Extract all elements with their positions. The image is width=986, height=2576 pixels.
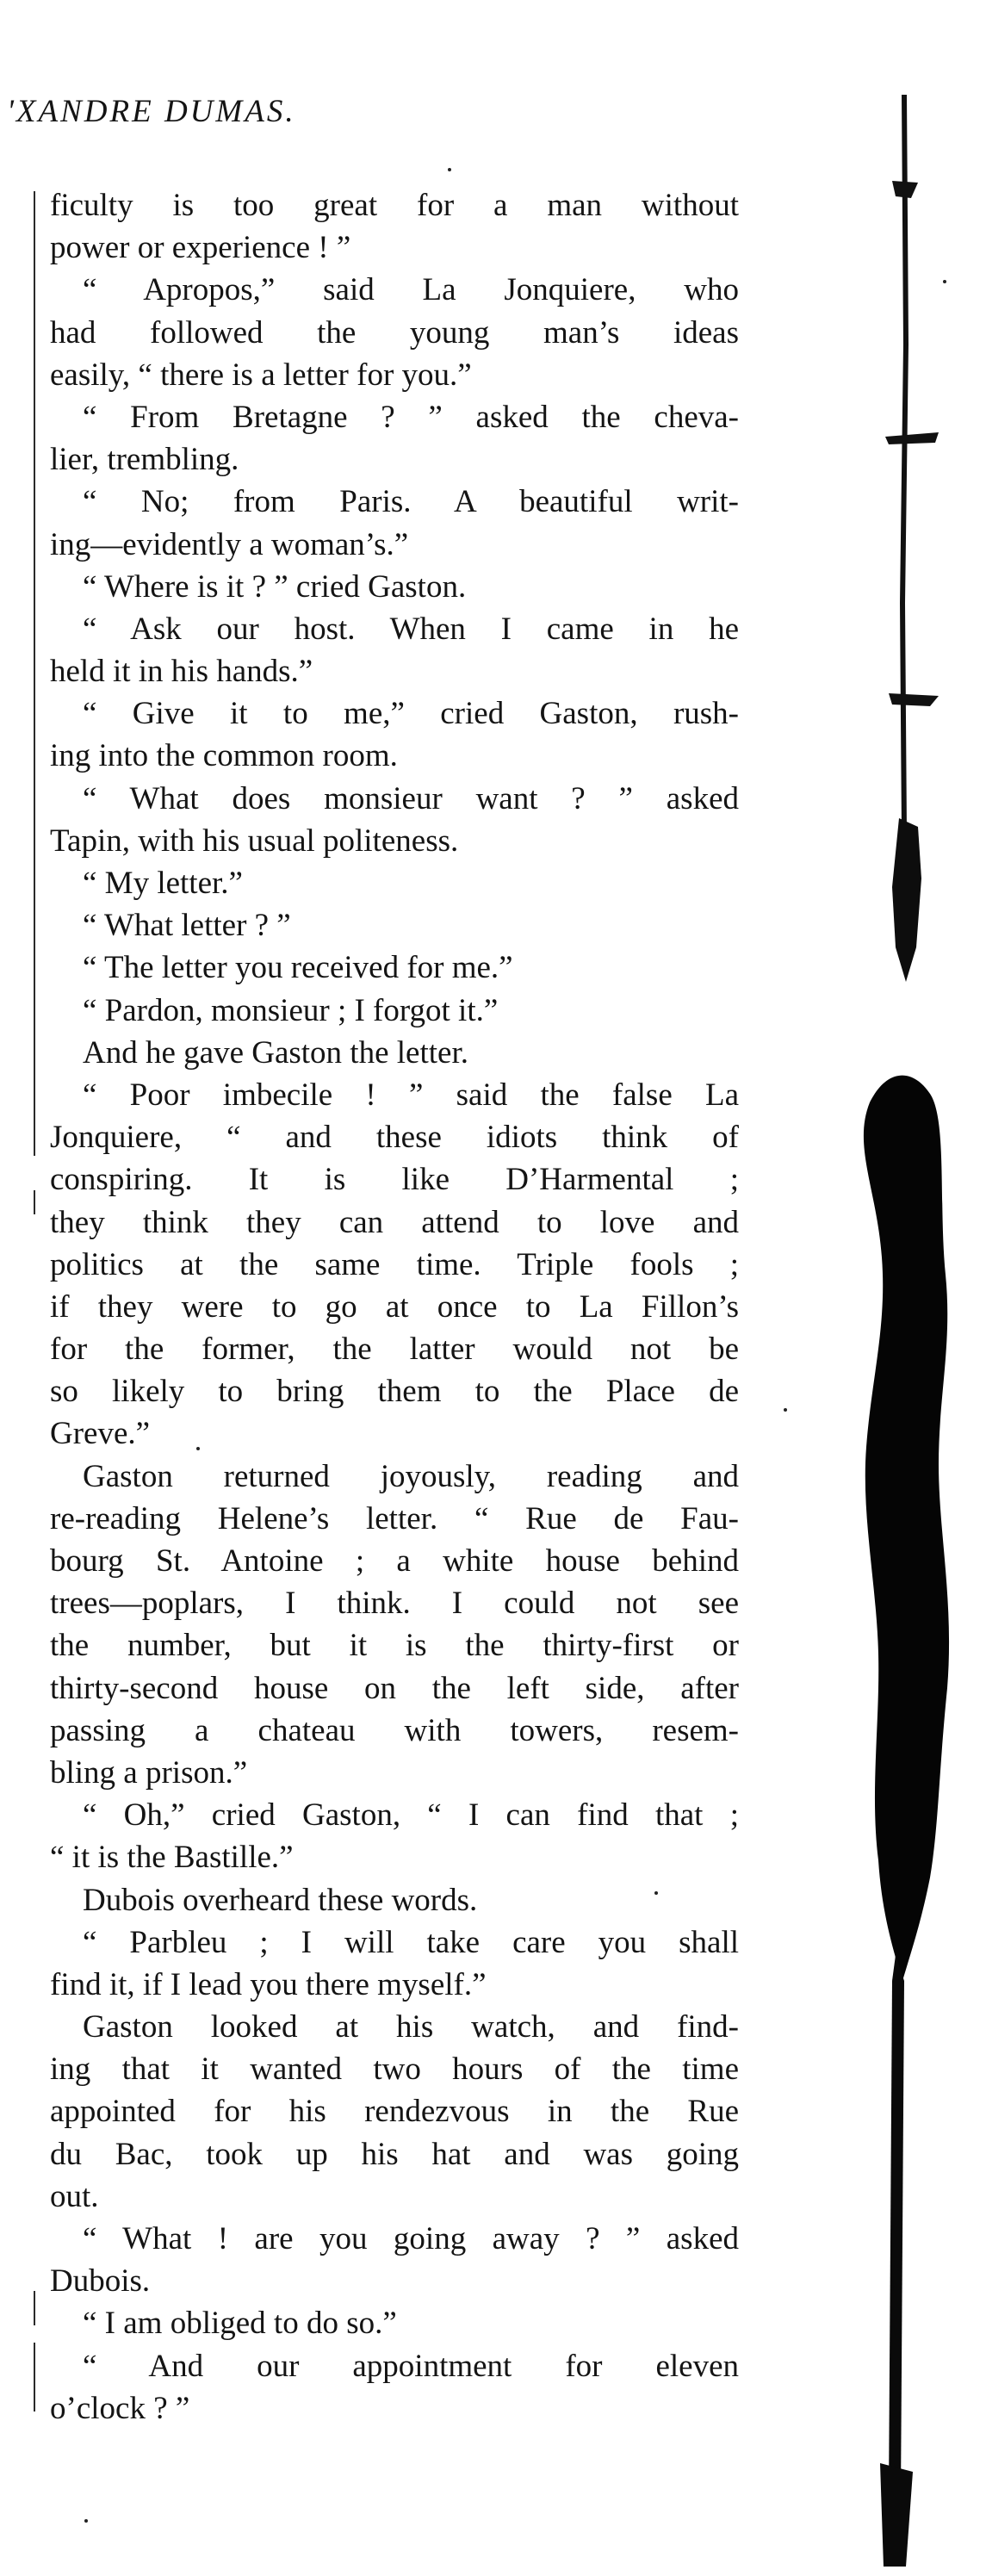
- text-line: “ Ask our host. When I came in he: [83, 611, 739, 647]
- text-line: ficulty is too great for a man without: [50, 188, 739, 223]
- text-line: “ No; from Paris. A beautiful writ-: [83, 484, 739, 520]
- running-head: 'XANDRE DUMAS.: [7, 94, 296, 129]
- text-line: re-reading Helene’s letter. “ Rue de Fau-: [50, 1500, 739, 1536]
- text-line: passing a chateau with towers, resem-: [50, 1712, 739, 1748]
- text-line: thirty-second house on the left side, after: [50, 1670, 739, 1706]
- text-line: “ What ! are you going away ? ” asked: [83, 2221, 739, 2256]
- text-line: trees—poplars, I think. I could not see: [50, 1586, 739, 1622]
- text-line: Jonquiere, “ and these idiots think of: [50, 1120, 739, 1156]
- text-line: find it, if I lead you there myself.”: [50, 1966, 487, 2002]
- text-line: so likely to bring them to the Place de: [50, 1374, 739, 1410]
- margin-rule: [34, 2343, 35, 2412]
- text-line: conspiring. It is like D’Harmental ;: [50, 1162, 739, 1198]
- text-line: Dubois overheard these words.: [83, 1882, 478, 1918]
- text-line: “ From Bretagne ? ” asked the cheva-: [83, 399, 739, 435]
- text-line: “ What does monsieur want ? ” asked: [83, 780, 739, 816]
- text-line: Tapin, with his usual politeness.: [50, 822, 459, 859]
- text-line: “ I am obliged to do so.”: [83, 2306, 397, 2342]
- text-line: if they were to go at once to La Fillon’s: [50, 1288, 739, 1325]
- text-line: bling a prison.”: [50, 1754, 248, 1791]
- text-line: “ Where is it ? ” cried Gaston.: [83, 568, 467, 605]
- text-line: the number, but it is the thirty-first or: [50, 1628, 739, 1664]
- text-line: “ The letter you received for me.”: [83, 950, 513, 986]
- text-line: “ Give it to me,” cried Gaston, rush-: [83, 696, 739, 732]
- text-line: lier, trembling.: [50, 442, 239, 478]
- margin-rule: [34, 1111, 35, 1152]
- text-line: had followed the young man’s ideas: [50, 314, 739, 351]
- text-line: appointed for his rendezvous in the Rue: [50, 2094, 739, 2130]
- margin-rule: [34, 191, 35, 1156]
- text-line: “ Parbleu ; I will take care you shall: [83, 1924, 739, 1960]
- text-line: “ Apropos,” said La Jonquiere, who: [83, 272, 739, 308]
- scan-speck: [448, 168, 451, 171]
- text-line: easily, “ there is a letter for you.”: [50, 357, 472, 393]
- text-column: [50, 184, 739, 2430]
- text-line: “ Poor imbecile ! ” said the false La: [83, 1077, 739, 1113]
- text-line: power or experience ! ”: [50, 230, 351, 266]
- text-line: And he gave Gaston the letter.: [83, 1034, 468, 1071]
- text-line: “ My letter.”: [83, 866, 243, 901]
- margin-rule: [34, 2291, 35, 2325]
- text-line: “ What letter ? ”: [83, 908, 291, 944]
- margin-rule: [34, 1190, 35, 1214]
- text-line: bourg St. Antoine ; a white house behind: [50, 1543, 739, 1579]
- text-line: “ Pardon, monsieur ; I forgot it.”: [83, 992, 499, 1028]
- text-line: “ And our appointment for eleven: [83, 2348, 739, 2384]
- text-line: Greve.”: [50, 1416, 151, 1452]
- scan-speck: [84, 2519, 88, 2523]
- text-line: politics at the same time. Triple fools ;: [50, 1246, 739, 1282]
- text-line: held it in his hands.”: [50, 654, 313, 690]
- text-line: Dubois.: [50, 2263, 151, 2300]
- text-line: Gaston looked at his watch, and find-: [83, 2009, 739, 2045]
- binding-edge-shadow: [809, 86, 986, 2576]
- text-line: Gaston returned joyously, reading and: [83, 1458, 739, 1494]
- text-line: they think they can attend to love and: [50, 1204, 739, 1240]
- text-line: ing that it wanted two hours of the time: [50, 2051, 739, 2088]
- text-line: “ it is the Bastille.”: [50, 1840, 294, 1876]
- text-line: du Bac, took up his hat and was going: [50, 2136, 739, 2172]
- text-line: out.: [50, 2178, 99, 2214]
- text-line: ing—evidently a woman’s.”: [50, 526, 409, 562]
- text-line: o’clock ? ”: [50, 2390, 190, 2426]
- scan-speck: [784, 1408, 787, 1412]
- text-line: ing into the common room.: [50, 738, 398, 774]
- text-line: for the former, the latter would not be: [50, 1331, 739, 1368]
- text-line: “ Oh,” cried Gaston, “ I can find that ;: [83, 1797, 739, 1834]
